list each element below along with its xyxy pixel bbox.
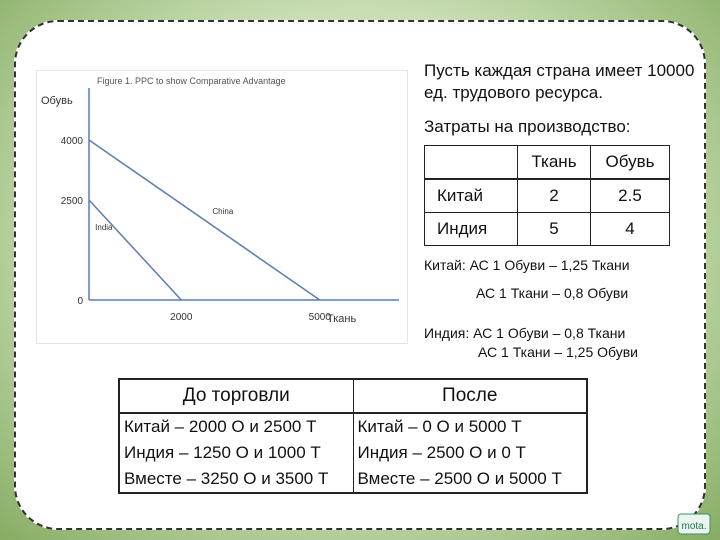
costs-header-shoes: Обувь [590, 146, 669, 180]
table-row [119, 413, 587, 440]
costs-header-cloth: Ткань [518, 146, 591, 180]
x-axis-label: Ткань [327, 313, 357, 325]
china-advantage-1: Китай: АС 1 Обуви – 1,25 Ткани [424, 257, 630, 273]
x-tick-label: 5000 [308, 312, 331, 323]
logo-text: mota. [681, 521, 707, 532]
trade-header-row [119, 379, 587, 413]
china-advantage-2: АС 1 Ткани – 0,8 Обуви [476, 285, 629, 301]
trade-before-cell: Китай – 2000 О и 2500 Т [119, 413, 353, 440]
intro-text: Пусть каждая страна имеет 10000 ед. трудового ресурса. [424, 61, 695, 102]
costs-table [424, 145, 670, 246]
table-row [425, 179, 670, 213]
trade-after-cell: Индия – 2500 О и 0 Т [357, 443, 526, 462]
mota-logo [674, 506, 714, 536]
costs-shoes-value: 2.5 [590, 179, 669, 213]
costs-header-row [425, 146, 670, 180]
costs-header-empty [425, 146, 518, 180]
chart-title: Figure 1. PPC to show Comparative Advantage [97, 76, 286, 86]
costs-country: Индия [425, 213, 518, 246]
y-tick-label: 4000 [60, 136, 83, 147]
x-tick-label: 2000 [170, 312, 193, 323]
table-row [119, 466, 587, 493]
costs-cloth-value: 2 [518, 179, 591, 213]
trade-header-after: После [353, 379, 587, 413]
series-line-china [89, 140, 320, 300]
costs-country: Китай [425, 179, 518, 213]
y-tick-label: 2500 [60, 196, 83, 207]
trade-after-cell: Китай – 0 О и 5000 Т [357, 417, 522, 436]
trade-table [118, 378, 588, 494]
india-advantage-1: Индия: АС 1 Обуви – 0,8 Ткани [424, 325, 626, 341]
table-row [119, 440, 587, 466]
costs-title: Затраты на производство: [424, 117, 631, 136]
ppc-chart-svg [37, 71, 407, 343]
y-axis-label: Обувь [41, 95, 73, 107]
ppc-chart [36, 70, 408, 344]
trade-after-cell: Вместе – 2500 О и 5000 Т [357, 469, 562, 488]
series-label: China [212, 207, 234, 216]
india-advantage-2: АС 1 Ткани – 1,25 Обуви [478, 344, 638, 360]
trade-before-cell: Индия – 1250 О и 1000 Т [119, 440, 353, 466]
trade-before-cell: Вместе – 3250 О и 3500 Т [119, 466, 353, 493]
costs-shoes-value: 4 [590, 213, 669, 246]
costs-cloth-value: 5 [518, 213, 591, 246]
trade-header-before: До торговли [119, 379, 353, 413]
series-label: India [95, 223, 113, 232]
series-line-india [89, 200, 181, 300]
y-tick-label: 0 [77, 296, 83, 307]
table-row [425, 213, 670, 246]
